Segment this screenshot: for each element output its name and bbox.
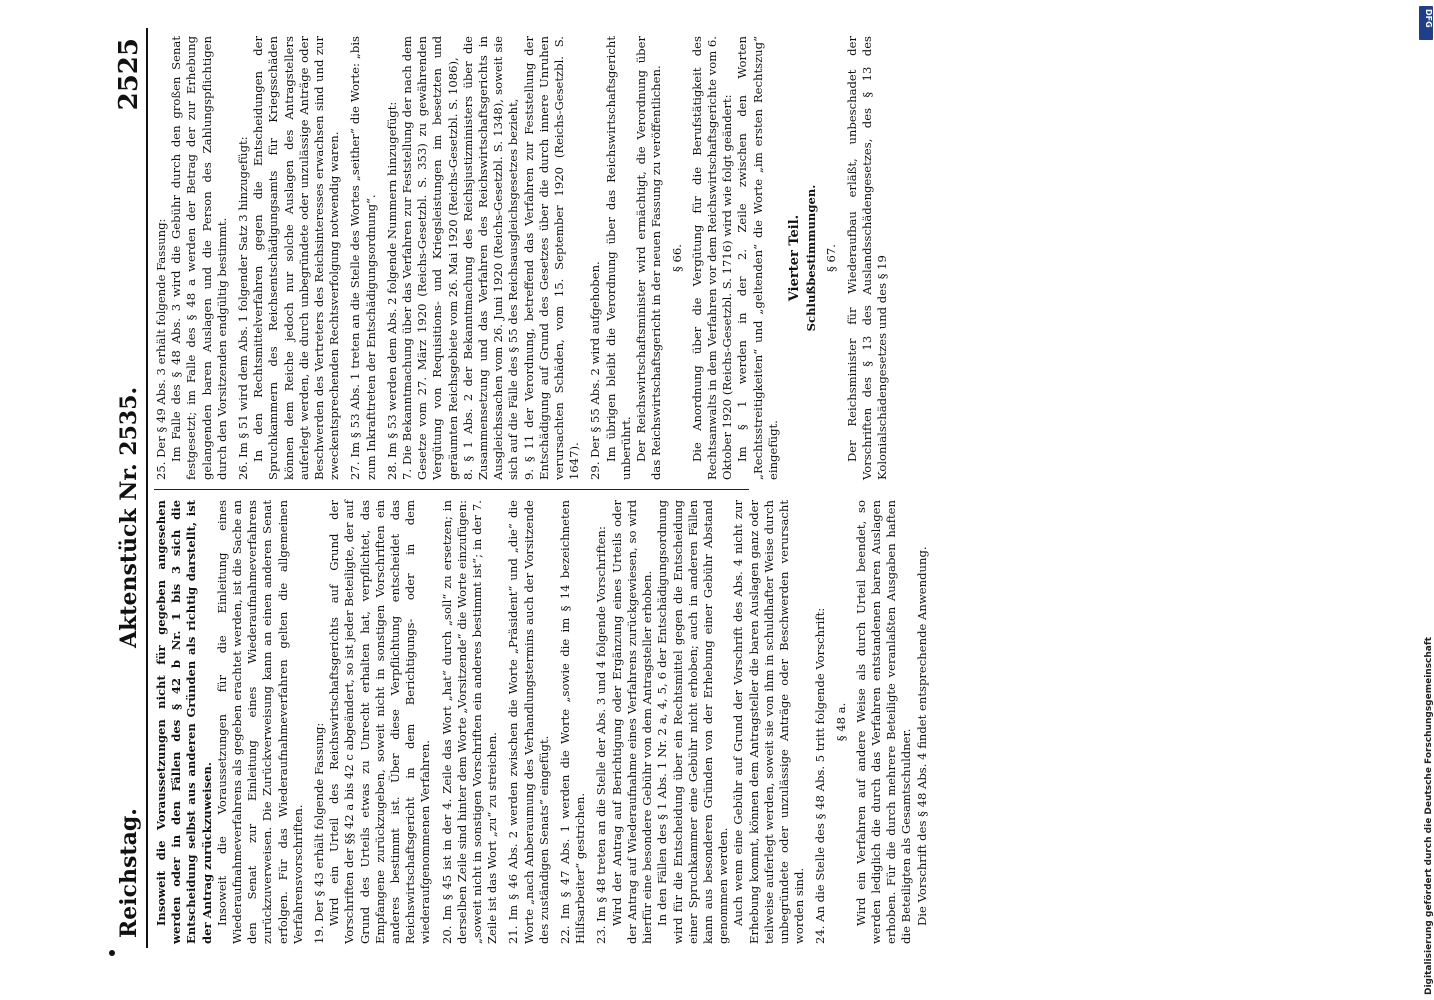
paragraph: Insoweit die Voraussetzungen nicht für gegeben angesehen werden oder in den Fällen des § 42 b Nr. 1 bis 3 sich die Entscheidung selbst aus anderen Gründen als richtig darstellt, ist der Antrag zurückzuweisen. [154,500,214,944]
paragraph: Insoweit die Voraussetzungen für die Einleitung eines Wiederaufnahmeverfahrens als gegeben erachtet werden, ist die Sache an den Senat zur Einleitung eines Wiederaufnahmeverfahrens zurückzuverweisen. Die Zurückverweisung kann an einen anderen Senat erfolgen. Für das Wiederaufnahmeverfahren gelten die allgemeinen Verfahrensvorschriften. [214,500,305,944]
header-left: Reichstag. [116,808,142,938]
dfg-logo [1419,6,1433,40]
margin-dot [109,950,115,956]
paragraph: 25. Der § 49 Abs. 3 erhält folgende Fassung: [154,218,168,480]
paragraph: 7. Die Bekanntmachung über das Verfahren zur Feststellung der nach dem Gesetze vom 27. März 1920 (Reichs-Gesetzbl. S. 353) zu gewährenden Vergütung von Requisitions- und Kriegsleistungen im besetzten und geräumten Reichsgebiete vom 26. Mai 1920 (Reichs-Gesetzbl. S. 1086), [400,36,460,480]
paragraph: 20. Im § 45 ist in der 4. Zeile das Wort „hat“ durch „soll“ zu ersetzen; in derselben Zeile sind hinter dem Worte „Vorsitzende“ die Worte einzufügen: „soweit nicht in sonstigen Vorschriften ein anderes bestimmt ist“; in der 7. Zeile ist das Wort „zu“ zu streichen. [439,500,500,944]
page-number: 2525 [114,38,144,111]
paragraph: 24. An die Stelle des § 48 Abs. 5 tritt folgende Vorschrift: [813,607,828,944]
paragraph: Die Vorschrift des § 48 Abs. 4 findet entsprechende Anwendung. [914,546,929,926]
left-column [154,500,929,944]
paragraph: 29. Der § 55 Abs. 2 wird aufgehoben. [588,261,603,480]
paragraph: 23. Im § 48 treten an die Stelle der Abs. 3 und 4 folgende Vorschriften: [594,526,609,944]
paragraph: Im § 1 werden in der 2. Zeile zwischen den Worten „Rechtsstreitigkeiten“ und „geltenden“ die Worte „im ersten Rechtszug“ eingefügt. [735,36,780,480]
paragraph: Im Falle des § 48 Abs. 3 wird die Gebühr durch den großen Senat festgesetzt; im Falle des § 48 a werden der Betrag der zur Erhebung gelangenden baren Auslagen und die Person des Zahlungspflichtigen durch den Vorsitzenden endgültig bestimmt. [169,36,229,480]
paragraph: 28. Im § 53 werden dem Abs. 2 folgende Nummern hinzugefügt: [384,101,399,480]
paragraph: Wird der Antrag auf Berichtigung oder Ergänzung eines Urteils oder der Antrag auf Wiederaufnahme eines Verfahrens zurückgewiesen, so wird hierfür eine besondere Gebühr von dem Antragsteller erhoben. [609,500,655,944]
paragraph: Im übrigen bleibt die Verordnung über das Reichswirtschaftsgericht unberührt. [603,36,633,480]
paragraph: 19. Der § 43 erhält folgende Fassung: [312,722,327,944]
paragraph: Schlußbestimmungen. [804,184,819,332]
paragraph: Der Reichswirtschaftsminister wird ermächtigt, die Verordnung über das Reichswirtschaftsgericht in der neuen Fassung zu veröffentlichen. [634,36,664,480]
paragraph: Auch wenn eine Gebühr auf Grund der Vorschrift des Abs. 4 nicht zur Erhebung kommt, können dem Antragsteller die baren Auslagen ganz oder teilweise auferlegt werden, soweit sie von ihm in schuldhafter Weise durch unbegründete oder unzulässige Anträge oder Beschwerden verursacht worden sind. [731,500,807,944]
paragraph: 26. Im § 51 wird dem Abs. 1 folgender Satz 3 hinzugefügt: [236,136,251,480]
header-document-number: Aktenstück Nr. 2535. [116,386,142,648]
paragraph: 21. Im § 46 Abs. 2 werden zwischen die Worte „Präsident“ und „die“ die Worte „nach Anberaumung des Verhandlungstermins auch der Vorsitzende des zuständigen Senats“ eingefügt. [506,500,551,944]
paragraph: § 67. [824,244,839,272]
digitization-credit: Digitalisierung gefördert durch die Deutsche Forschungsgemeinschaft [1424,636,1434,995]
paragraph: 8. § 1 Abs. 2 der Bekanntmachung des Reichsjustizministers über die Zusammensetzung und das Verfahren des Reichswirtschaftsgerichts in Ausgleichssachen vom 26. Juni 1920 (Reichs-Gesetzbl. S. 1348), soweit sie sich auf die Fälle des § 55 des Reichsausgleichsgesetzes bezieht, [460,36,521,480]
paragraph: § 48 a. [833,702,848,742]
paragraph: 9. § 11 der Verordnung, betreffend das Verfahren zur Feststellung der Entschädigung auf Grund des Gesetzes über die durch innere Unruhen verursachten Schäden, vom 15. September 1920 (Reichs-Gesetzbl. S. 1647). [521,36,582,480]
right-column [154,36,889,480]
paragraph: Wird ein Verfahren auf andere Weise als durch Urteil beendet, so werden lediglich die durch das Verfahren entstandenen baren Auslagen erhoben. Für die durch mehrere Beteiligte veranlaßten Ausgaben haften die Beteiligten als Gesamtschuldner. [853,500,914,944]
paragraph: In den Fällen des § 1 Abs. 1 Nr. 2 a, 4, 5, 6 der Entschädigungsordnung wird für die Entscheidung über ein Rechtsmittel gegen die Entscheidung einer Spruchkammer eine Gebühr nicht erhoben; auch in anderen Fällen kann aus besonderen Gründen von der Erhebung einer Gebühr Abstand genommen werden. [655,500,731,944]
paragraph: In den Rechtsmittelverfahren gegen die Entscheidungen der Spruchkammern des Reichsentschädigungsamts für Kriegsschäden können dem Reiche jedoch nur solche Auslagen des Antragstellers auferlegt werden, die durch unbegründete oder unzulässige Anträge oder Beschwerden des Vertreters des Reichsinteresses erwachsen sind und zur zweckentsprechenden Rechtsverfolgung notwendig waren. [251,36,342,480]
page-header [112,28,148,948]
paragraph: Der Reichsminister für Wiederaufbau erläßt, unbeschadet der Vorschriften des § 13 des Auslandsschädengesetzes, des § 13 des Kolonialschädengesetzes und des § 19 [844,36,889,480]
rotated-page [112,28,929,948]
paragraph: 27. Im § 53 Abs. 1 treten an die Stelle des Wortes „seither“ die Worte: „bis zum Inkrafttreten der Entschädigungsordnung“. [348,36,378,480]
paragraph: 22. Im § 47 Abs. 1 werden die Worte „sowie die im § 14 bezeichneten Hilfsarbeiter“ gestrichen. [558,500,588,944]
dfg-logo-text: DFG [1424,9,1433,28]
paragraph: § 66. [669,244,684,272]
column-divider [154,489,749,490]
paragraph: Vierter Teil. [786,214,802,302]
paragraph: Wird ein Urteil des Reichswirtschaftsgerichts auf Grund der Vorschriften der §§ 42 a bis 42 c abgeändert, so ist jeder Beteiligte, der auf Grund des Urteils etwas zu Unrecht erhalten hat, verpflichtet, das Empfangene zurückzugeben, soweit nicht in sonstigen Vorschriften ein anderes bestimmt ist. Über diese Verpflichtung entscheidet das Reichswirtschaftsgericht in dem Berichtigungs- oder in dem wiederaufgenommenen Verfahren. [327,500,433,944]
paragraph: Die Anordnung über die Vergütung für die Berufstätigkeit des Rechtsanwalts in dem Verfahren vor dem Reichswirtschaftsgerichte vom 6. Oktober 1920 (Reichs-Gesetzbl. S. 1716) wird wie folgt geändert: [689,36,735,480]
